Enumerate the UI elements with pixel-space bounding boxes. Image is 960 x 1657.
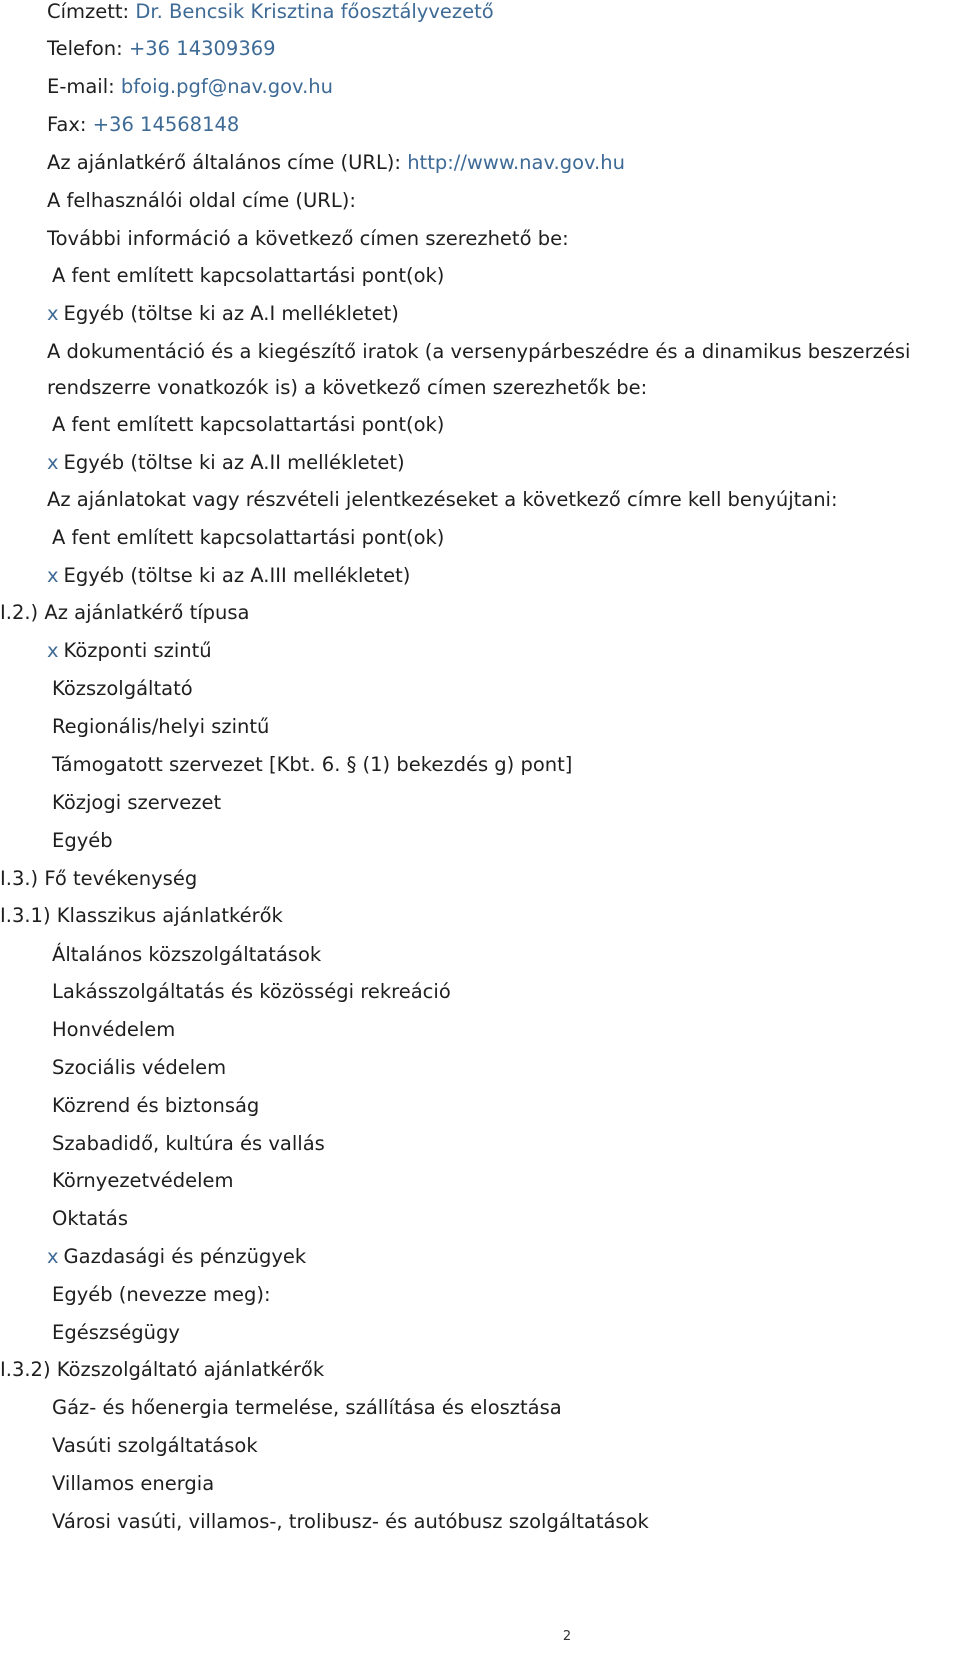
activity-item: Szabadidő, kultúra és vallás [52, 1132, 325, 1155]
option-label: Egyéb (töltse ki az A.II mellékletet) [63, 451, 405, 474]
fax-value: +36 14568148 [92, 113, 240, 136]
further-info-heading: További információ a következő címen szerezhető be: [47, 227, 569, 250]
submission-option-other [47, 558, 410, 594]
recipient-value: Dr. Bencsik Krisztina főosztályvezető [135, 0, 494, 23]
fax-line [47, 107, 239, 143]
option-label: Gazdasági és pénzügyek [63, 1245, 307, 1268]
utility-activity-item: Városi vasúti, villamos-, trolibusz- és autóbusz szolgáltatások [52, 1510, 649, 1533]
general-url-label: Az ajánlatkérő általános címe (URL): [47, 151, 401, 174]
buyer-type-item [47, 633, 212, 669]
checked-mark: x [47, 639, 59, 662]
email-label: E-mail: [47, 75, 115, 98]
buyer-type-item: Támogatott szervezet [Kbt. 6. § (1) bekezdés g) pont] [52, 753, 573, 776]
documents-option-above: A fent említett kapcsolattartási pont(ok) [52, 413, 445, 436]
section-1-2-heading: I.2.) Az ajánlatkérő típusa [0, 601, 250, 624]
checked-mark: x [47, 302, 59, 325]
activity-item: Egészségügy [52, 1321, 180, 1344]
section-1-3-2-heading: I.3.2) Közszolgáltató ajánlatkérők [0, 1358, 325, 1381]
further-info-option-other [47, 296, 399, 332]
checked-mark: x [47, 451, 59, 474]
utility-activity-item: Gáz- és hőenergia termelése, szállítása és elosztása [52, 1396, 562, 1419]
buyer-profile-label: A felhasználói oldal címe (URL): [47, 189, 356, 212]
documents-heading-line1: A dokumentáció és a kiegészítő iratok (a versenypárbeszédre és a dinamikus beszerzési [47, 340, 911, 363]
activity-item: Honvédelem [52, 1018, 176, 1041]
fax-label: Fax: [47, 113, 87, 136]
option-label: Egyéb (töltse ki az A.III mellékletet) [63, 564, 411, 587]
recipient-line [47, 0, 494, 30]
activity-item: Lakásszolgáltatás és közösségi rekreáció [52, 980, 451, 1003]
recipient-label: Címzett: [47, 0, 130, 23]
general-url-link[interactable]: http://www.nav.gov.hu [407, 151, 625, 174]
utility-activity-item: Villamos energia [52, 1472, 215, 1495]
page-number-text: 2 [562, 1629, 572, 1644]
buyer-type-item: Egyéb [52, 829, 113, 852]
phone-value: +36 14309369 [128, 37, 276, 60]
submission-option-above: A fent említett kapcsolattartási pont(ok) [52, 526, 445, 549]
activity-item: Általános közszolgáltatások [52, 943, 322, 966]
section-1-3-heading: I.3.) Fő tevékenység [0, 867, 198, 890]
email-line [47, 69, 333, 105]
activity-item: Szociális védelem [52, 1056, 227, 1079]
documents-heading-line2: rendszerre vonatkozók is) a következő címen szerezhetők be: [47, 376, 648, 399]
phone-line [47, 31, 276, 67]
phone-label: Telefon: [47, 37, 123, 60]
email-link[interactable]: bfoig.pgf@nav.gov.hu [120, 75, 333, 98]
activity-item: Egyéb (nevezze meg): [52, 1283, 271, 1306]
option-label: Központi szintű [63, 639, 212, 662]
activity-item: Közrend és biztonság [52, 1094, 260, 1117]
checked-mark: x [47, 1245, 59, 1268]
further-info-option-above: A fent említett kapcsolattartási pont(ok) [52, 264, 445, 287]
page-number [0, 1627, 960, 1647]
submission-heading: Az ajánlatokat vagy részvételi jelentkezéseket a következő címre kell benyújtani: [47, 488, 838, 511]
checked-mark: x [47, 564, 59, 587]
documents-option-other [47, 445, 405, 481]
section-1-3-1-heading: I.3.1) Klasszikus ajánlatkérők [0, 904, 283, 927]
activity-item: Oktatás [52, 1207, 128, 1230]
option-label: Egyéb (töltse ki az A.I mellékletet) [63, 302, 399, 325]
buyer-type-item: Közjogi szervezet [52, 791, 222, 814]
activity-item-checked [47, 1239, 306, 1275]
buyer-type-item: Közszolgáltató [52, 677, 193, 700]
buyer-type-item: Regionális/helyi szintű [52, 715, 270, 738]
utility-activity-item: Vasúti szolgáltatások [52, 1434, 258, 1457]
general-url-line [47, 145, 625, 181]
activity-item: Környezetvédelem [52, 1169, 234, 1192]
